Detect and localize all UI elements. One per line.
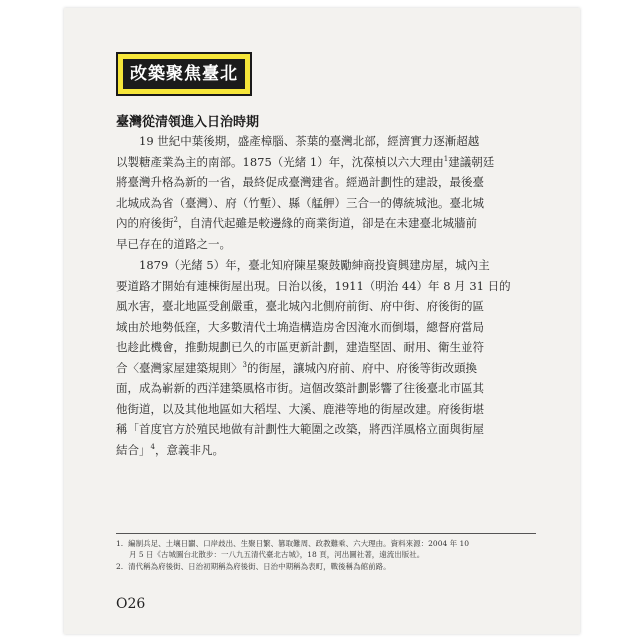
line-text: 面，成為嶄新的西洋建築風格市街。這個改築計劃影響了往後臺北市區其 bbox=[116, 381, 484, 395]
line-text: 他街道，以及其他地區如大稻埕、大溪、鹿港等地的街屋改建。府後街堪 bbox=[116, 401, 484, 416]
section-label: 改築聚焦臺北 bbox=[123, 59, 245, 89]
line-text: 風水害，臺北地區受創嚴重，臺北城內北側府前街、府中街、府後街的區 bbox=[116, 299, 484, 313]
footnote-line bbox=[116, 538, 536, 549]
section-label-box bbox=[116, 52, 252, 96]
paragraph-1 bbox=[116, 131, 536, 254]
line-text: 以製糖產業為主的南部。1875（光緒 1）年，沈葆楨以六大理由 bbox=[116, 154, 444, 169]
text-line bbox=[116, 337, 536, 358]
line-text: 域由於地勢低窪，大多數清代土埆造構造房舍因淹水而倒塌，總督府當局 bbox=[116, 319, 484, 334]
text-line bbox=[116, 152, 536, 173]
text-line bbox=[116, 358, 536, 379]
footnote-marker: 3 bbox=[242, 360, 247, 369]
footnote-line bbox=[116, 561, 536, 572]
line-text: 將臺灣升格為新的一省，最終促成臺灣建省。經過計劃性的建設，最後臺 bbox=[116, 175, 484, 189]
line-text: 稱「首度官方於殖民地做有計劃性大範圍之改築，將西洋風格立面與街屋 bbox=[116, 422, 484, 436]
book-page bbox=[64, 8, 580, 634]
footnote-number: 1. bbox=[116, 539, 124, 548]
footnote-text: 月 5 日《古城圖台北散步：一八九五清代臺北古城》，18 頁，河出圖社著，遠流出版社。 bbox=[129, 550, 425, 559]
line-text: 內的府後街 bbox=[116, 216, 174, 230]
footnote-divider bbox=[116, 533, 536, 534]
line-text: ，自清代起雖是較邊緣的商業街道，卻是在未建臺北城牆前 bbox=[177, 216, 477, 230]
text-line bbox=[116, 399, 536, 420]
line-text: 北城成為省（臺灣）、府（竹塹）、縣（艋舺）三合一的傳統城池。臺北城 bbox=[116, 195, 484, 210]
footnote-marker: 1 bbox=[443, 154, 449, 163]
line-text: 的街屋，讓城內府前、府中、府後等街改頭換 bbox=[246, 360, 477, 375]
line-text: 要道路才開始有連棟街屋出現。日治以後，1911（明治 44）年 8 月 31 日的 bbox=[116, 278, 511, 293]
text-line bbox=[116, 172, 536, 193]
text-line bbox=[116, 255, 536, 276]
line-text: 結合」 bbox=[116, 442, 151, 457]
text-line bbox=[116, 213, 536, 234]
line-text: 建議朝廷 bbox=[448, 154, 495, 169]
text-line bbox=[116, 317, 536, 338]
text-line bbox=[116, 296, 536, 317]
text-line bbox=[116, 276, 536, 297]
paragraph-2 bbox=[116, 255, 536, 460]
footnote-line bbox=[116, 549, 536, 560]
text-line bbox=[116, 234, 536, 255]
line-text: ，意義非凡。 bbox=[154, 442, 224, 457]
text-line bbox=[116, 131, 536, 152]
footnote-number: 2. bbox=[116, 562, 124, 571]
page-number: O26 bbox=[116, 596, 146, 612]
line-text: 合〈臺灣家屋建築規則〉 bbox=[116, 360, 243, 375]
footnote-text: 清代稱為府後街、日治初期稱為府後街、日治中期稱為表町，戰後稱為館前路。 bbox=[128, 562, 391, 571]
text-line bbox=[116, 419, 536, 440]
footnote-marker: 2 bbox=[173, 216, 178, 224]
line-text: 也趁此機會，推動規劃已久的市區更新計劃，建造堅固、耐用、衛生並符 bbox=[116, 340, 484, 354]
text-line bbox=[116, 440, 536, 461]
footnote-1 bbox=[116, 538, 536, 560]
line-text: 19 世紀中葉後期，盛產樟腦、茶葉的臺灣北部，經濟實力逐漸超越 bbox=[116, 134, 480, 148]
footnote-2 bbox=[116, 561, 536, 572]
section-heading: 臺灣從清領進入日治時期 bbox=[116, 115, 260, 130]
footnote-marker: 4 bbox=[150, 442, 155, 451]
line-text: 1879（光緒 5）年，臺北知府陳星聚鼓勵紳商投資興建房屋，城內主 bbox=[116, 258, 490, 272]
line-text: 早已存在的道路之一。 bbox=[116, 236, 231, 251]
text-line bbox=[116, 378, 536, 399]
footnote-text: 編制兵足、土壤日闢、口岸歧出、生聚日繁、篡取難周、政教難乘、六大理由。資料來源：2004 年 10 bbox=[128, 539, 470, 548]
text-line bbox=[116, 193, 536, 214]
